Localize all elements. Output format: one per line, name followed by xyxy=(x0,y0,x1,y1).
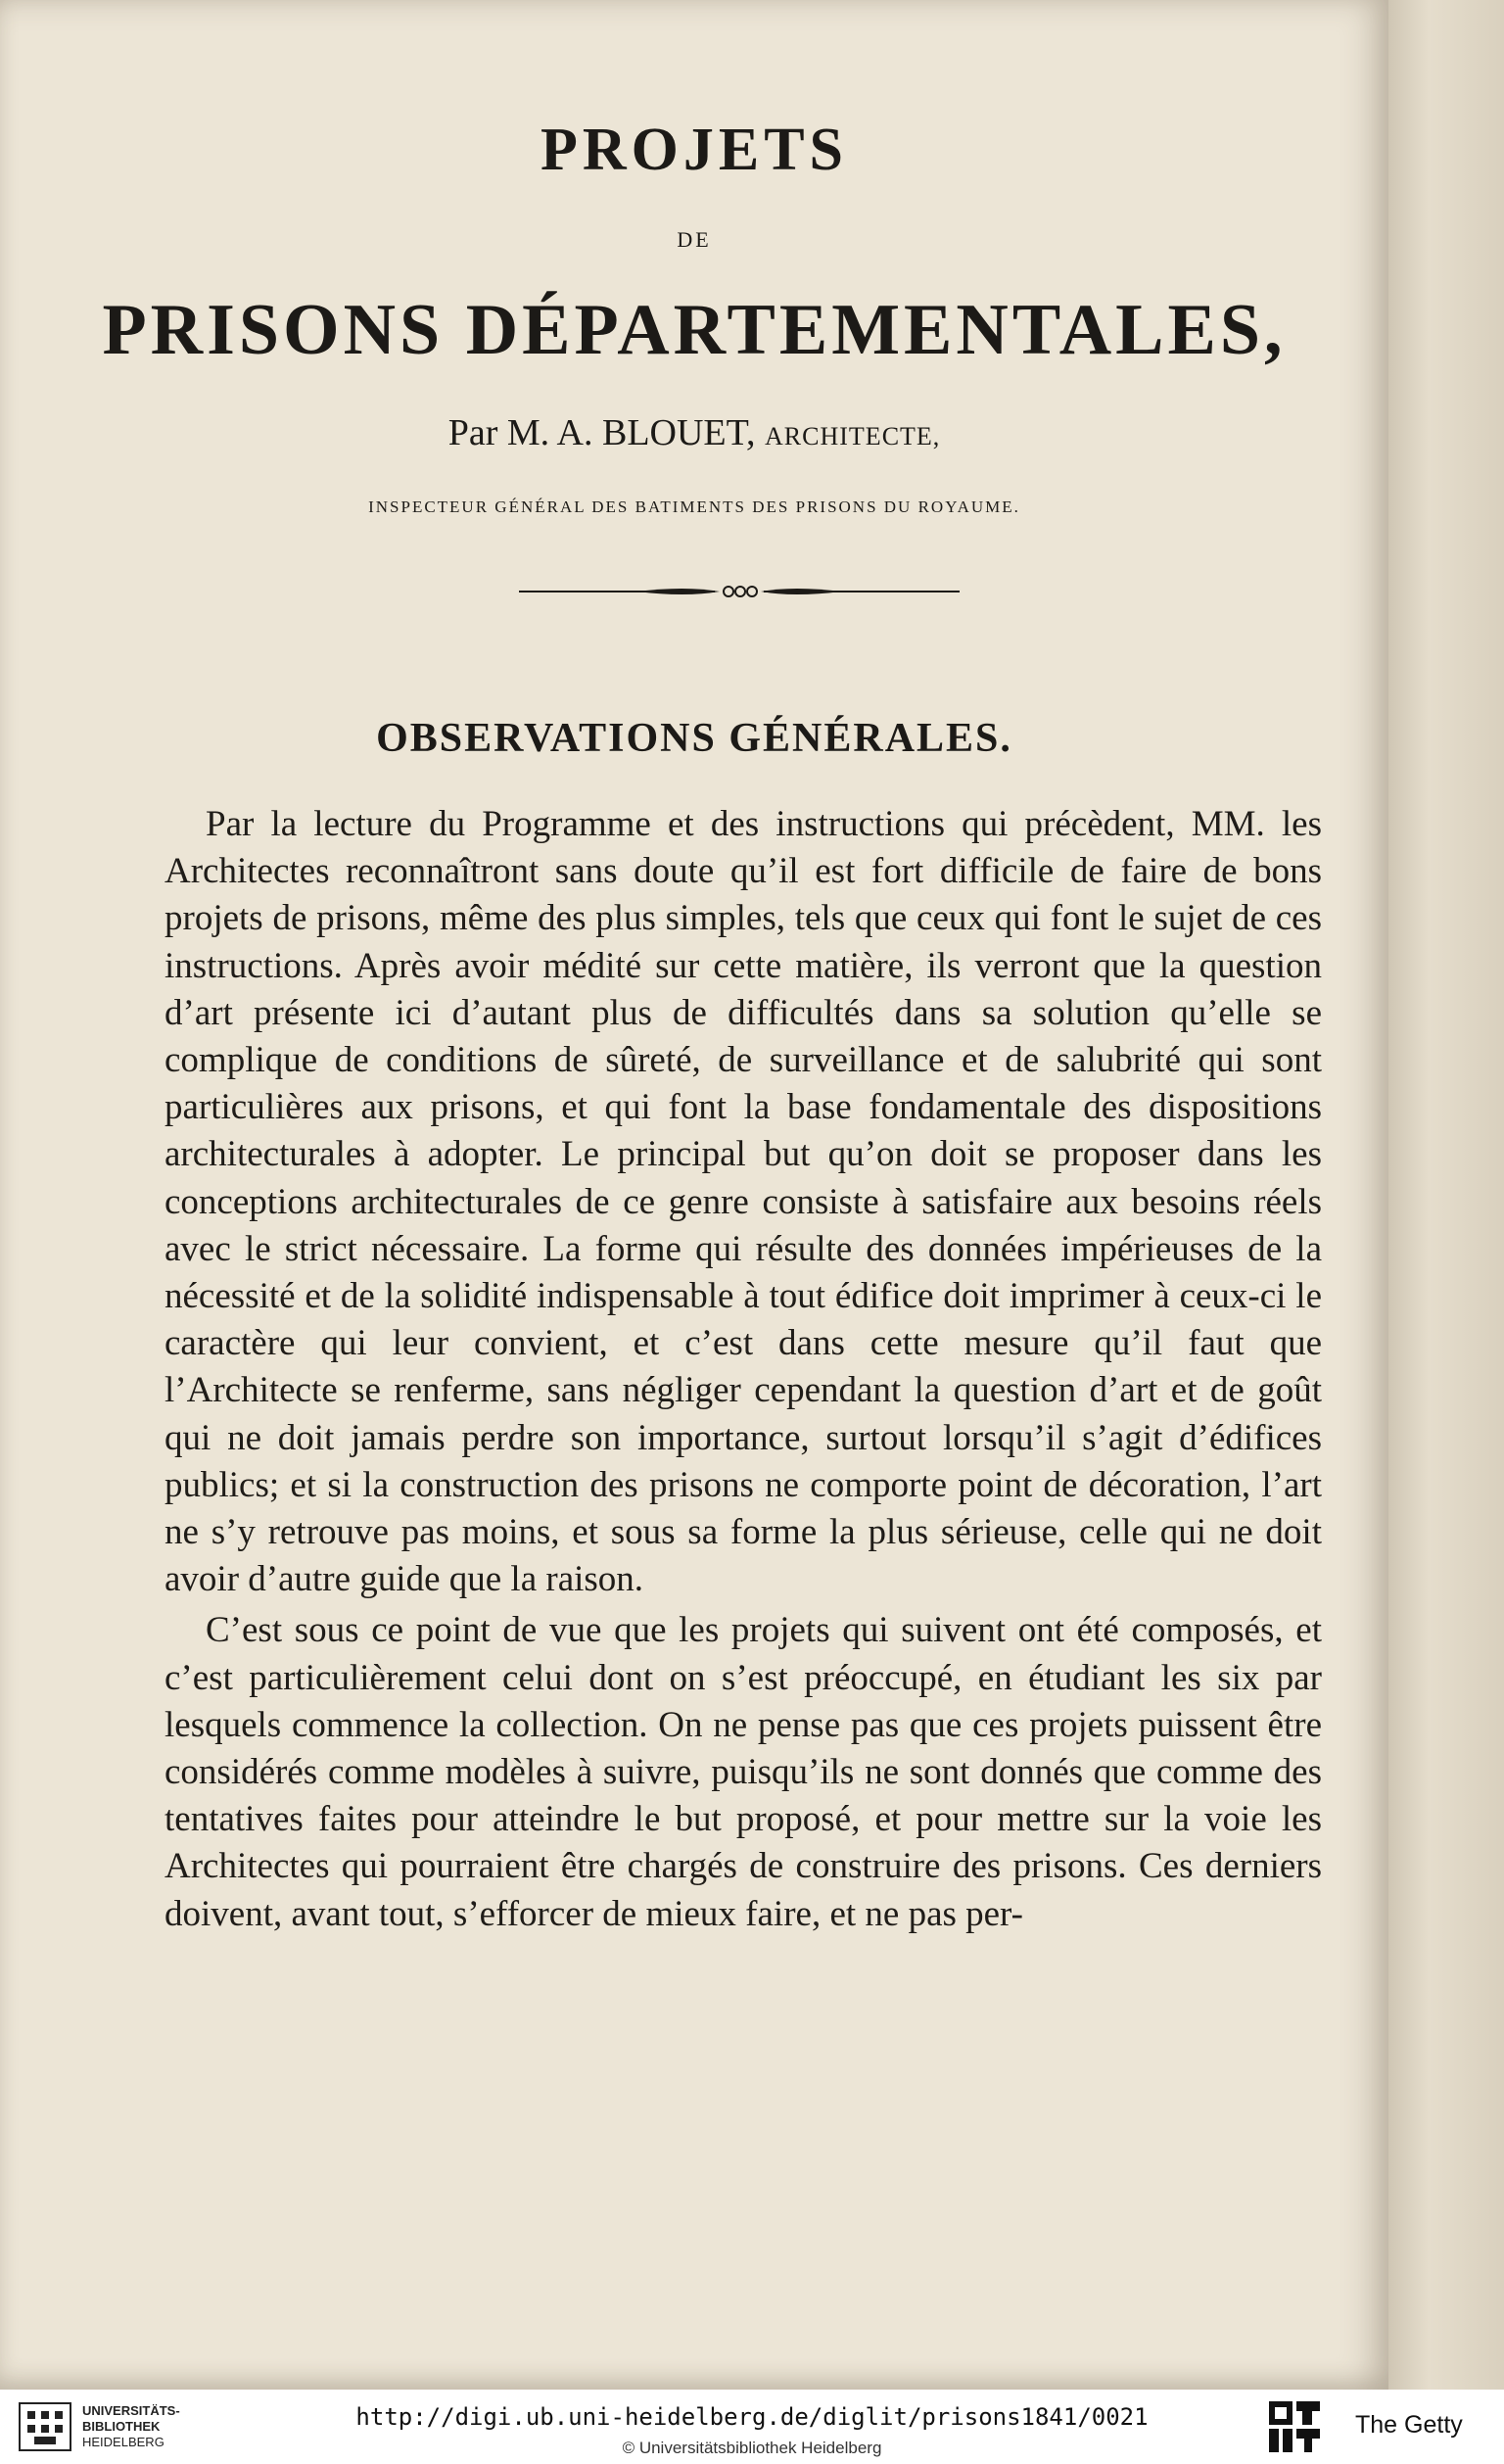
copyright-notice: © Universitätsbibliothek Heidelberg xyxy=(622,2439,882,2457)
ornamental-divider xyxy=(519,580,960,603)
paragraph-1: Par la lecture du Programme et des instructions qui précèdent, MM. les Architectes reconnaîtront sans doute qu’il est fort difficile de faire de bons projets de prisons, même des plus simples, tels que ceux qui font le sujet de ces instructions. Après avoir médité sur cette matière, ils verront que la question d’art présente ici d’autant plus de difficultés dans sa solution qu’elle se complique de conditions de sûreté, de surveillance et de salubrité qui sont particulières aux prisons, et qui font la base fondamentale des dispositions architecturales à adopter. Le principal but qu’on doit se proposer dans les conceptions architecturales de ce genre consiste à satisfaire aux besoins réels avec le strict nécessaire. La forme qui résulte des données impérieuses de la nécessité et de la solidité indispensable à tout édifice doit imprimer à ceux-ci le caractère qui leur convient, et c’est dans cette mesure qu’il faut que l’Architecte se renferme, sans négliger cependant la question d’art et de goût qui ne doit jamais perdre son importance, surtout lorsqu’il s’agit d’édifices publics; et si la construction des prisons ne comporte point de décoration, l’art ne s’y retrouve pas moins, et sous sa forme la plus sérieuse, celle qui ne doit avoir d’autre guide que la raison. xyxy=(164,804,1322,1600)
library-line-3: HEIDELBERG xyxy=(82,2435,164,2449)
section-heading: OBSERVATIONS GÉNÉRALES. xyxy=(376,716,1012,761)
author-line xyxy=(0,411,1388,454)
permalink-url[interactable]: http://digi.ub.uni-heidelberg.de/diglit/prisons1841/0021 xyxy=(355,2403,1149,2431)
library-line-1: UNIVERSITÄTS- xyxy=(82,2403,180,2418)
paragraph-2: C’est sous ce point de vue que les projets qui suivent ont été composés, et c’est particulièrement celui dont on s’est préoccupé, en étudiant les six par lesquels commence la collection. On ne pense pas que ces projets puissent être considérés comme modèles à suivre, puisqu’ils ne sont donnés que comme des tentatives faites pour atteindre le but proposé, et pour mettre sur la voie les Architectes qui pourraient être chargés de construire des prisons. Ces derniers doivent, avant tout, s’efforcer de mieux faire, et ne pas per- xyxy=(164,1610,1322,1934)
getty-logo-icon xyxy=(1265,2397,1324,2456)
title-prisons: PRISONS DÉPARTEMENTALES, xyxy=(102,290,1287,370)
getty-name: The Getty xyxy=(1355,2411,1463,2439)
next-page-edge xyxy=(1388,0,1504,2390)
footer-bar xyxy=(0,2390,1504,2464)
title-projets: PROJETS xyxy=(540,117,849,183)
author-prefix: Par xyxy=(447,412,498,453)
title-de: DE xyxy=(677,227,712,252)
library-line-2: BIBLIOTHEK xyxy=(82,2419,161,2434)
body-text xyxy=(164,801,1322,1938)
author-title: INSPECTEUR GÉNÉRAL DES BATIMENTS DES PRISONS DU ROYAUME. xyxy=(368,498,1020,516)
author-name: M. A. BLOUET, xyxy=(506,412,756,453)
author-role: ARCHITECTE, xyxy=(765,422,941,450)
